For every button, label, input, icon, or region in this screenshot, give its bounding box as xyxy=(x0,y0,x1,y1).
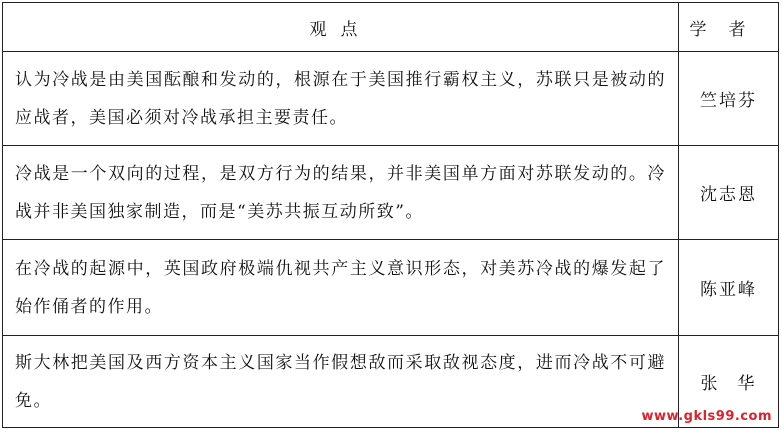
viewpoints-table xyxy=(2,2,779,428)
table-row xyxy=(3,52,779,146)
scholar-cell: 陈亚峰 xyxy=(679,240,779,336)
scholar-cell: 竺培芬 xyxy=(679,52,779,146)
table-header-row xyxy=(3,3,779,52)
view-cell: 冷战是一个双向的过程，是双方行为的结果，并非美国单方面对苏联发动的。冷战并非美国独家制造，而是“美苏共振互动所致”。 xyxy=(3,146,679,240)
view-cell: 认为冷战是由美国酝酿和发动的，根源在于美国推行霸权主义，苏联只是被动的应战者，美国必须对冷战承担主要责任。 xyxy=(3,52,679,146)
scholar-cell: 张华 xyxy=(679,336,779,428)
view-column-header: 观点 xyxy=(3,3,679,52)
watermark-url: www.gkls99.com xyxy=(641,409,772,424)
scholar-cell: 沈志恩 xyxy=(679,146,779,240)
view-cell: 斯大林把美国及西方资本主义国家当作假想敌而采取敌视态度，进而冷战不可避免。 xyxy=(3,336,679,428)
scholar-column-header: 学者 xyxy=(679,3,779,52)
view-cell: 在冷战的起源中，英国政府极端仇视共产主义意识形态，对美苏冷战的爆发起了始作俑者的作用。 xyxy=(3,240,679,336)
table-row xyxy=(3,146,779,240)
table-row xyxy=(3,240,779,336)
